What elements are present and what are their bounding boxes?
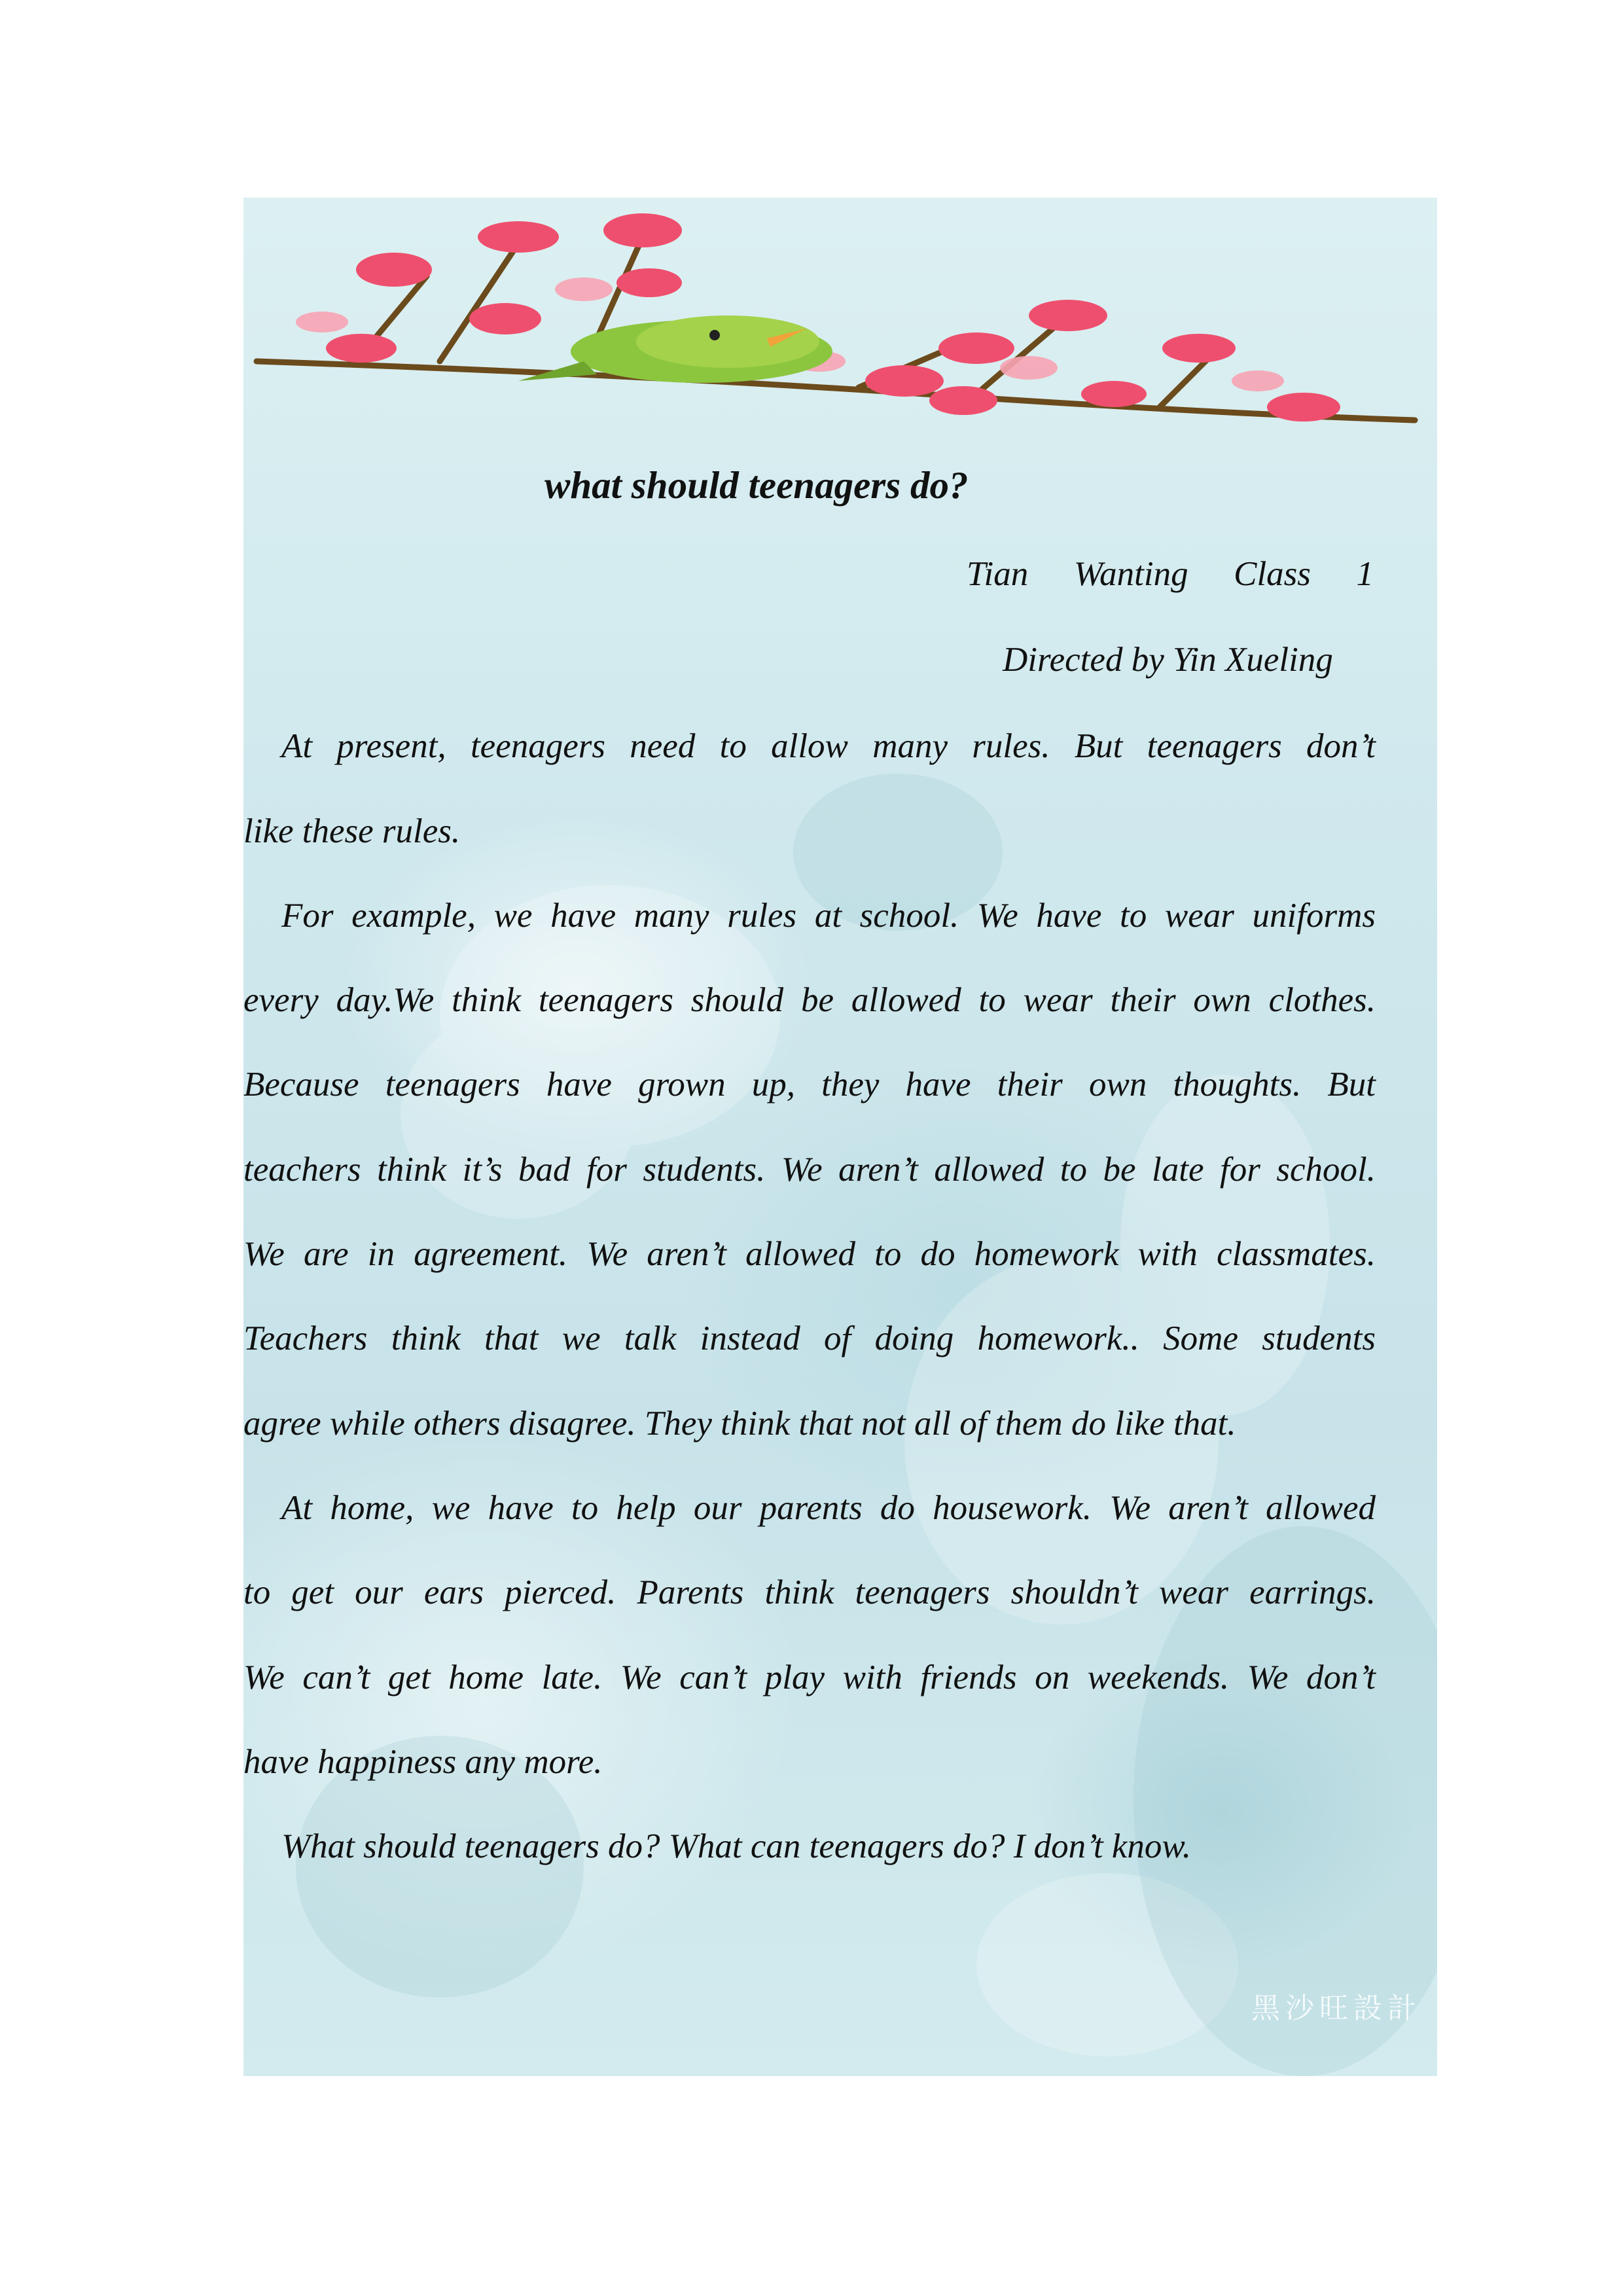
author-word: Tian — [967, 555, 1029, 593]
blossom-branch-with-bird — [243, 198, 1437, 459]
body-line: We are in agreement. We aren’t allowed to do homework with classmates. — [243, 1235, 1376, 1273]
body-line: For example, we have many rules at school. We have to wear uniforms — [281, 897, 1376, 935]
body-line: like these rules. — [243, 812, 461, 850]
directed-by: Directed by Yin Xueling — [1003, 641, 1333, 679]
body-line: We can’t get home late. We can’t play with friends on weekends. We don’t — [243, 1659, 1376, 1696]
stationery-paper — [243, 198, 1437, 2076]
body-line: teachers think it’s bad for students. We aren’t allowed to be late for school. — [243, 1151, 1376, 1189]
designer-watermark: 黑沙旺設計 — [1251, 1992, 1421, 2025]
body-line: Teachers think that we talk instead of doing homework.. Some students — [243, 1319, 1376, 1357]
author-word: Class — [1234, 555, 1311, 593]
body-line: What should teenagers do? What can teenagers do? I don’t know. — [281, 1827, 1192, 1865]
essay-title: what should teenagers do? — [544, 463, 969, 507]
bird-icon — [518, 315, 832, 383]
body-line: agree while others disagree. They think that not all of them do like that. — [243, 1405, 1236, 1443]
body-line: At home, we have to help our parents do housework. We aren’t allowed — [281, 1489, 1376, 1527]
author-word: 1 — [1356, 555, 1374, 593]
author-word: Wanting — [1073, 555, 1188, 593]
body-line: Because teenagers have grown up, they have their own thoughts. But — [243, 1066, 1376, 1103]
body-line: have happiness any more. — [243, 1743, 603, 1781]
body-line: every day.We think teenagers should be allowed to wear their own clothes. — [243, 981, 1376, 1019]
body-line: to get our ears pierced. Parents think teenagers shouldn’t wear earrings. — [243, 1573, 1376, 1611]
author-line — [967, 554, 1374, 594]
body-line: At present, teenagers need to allow many rules. But teenagers don’t — [281, 727, 1376, 765]
